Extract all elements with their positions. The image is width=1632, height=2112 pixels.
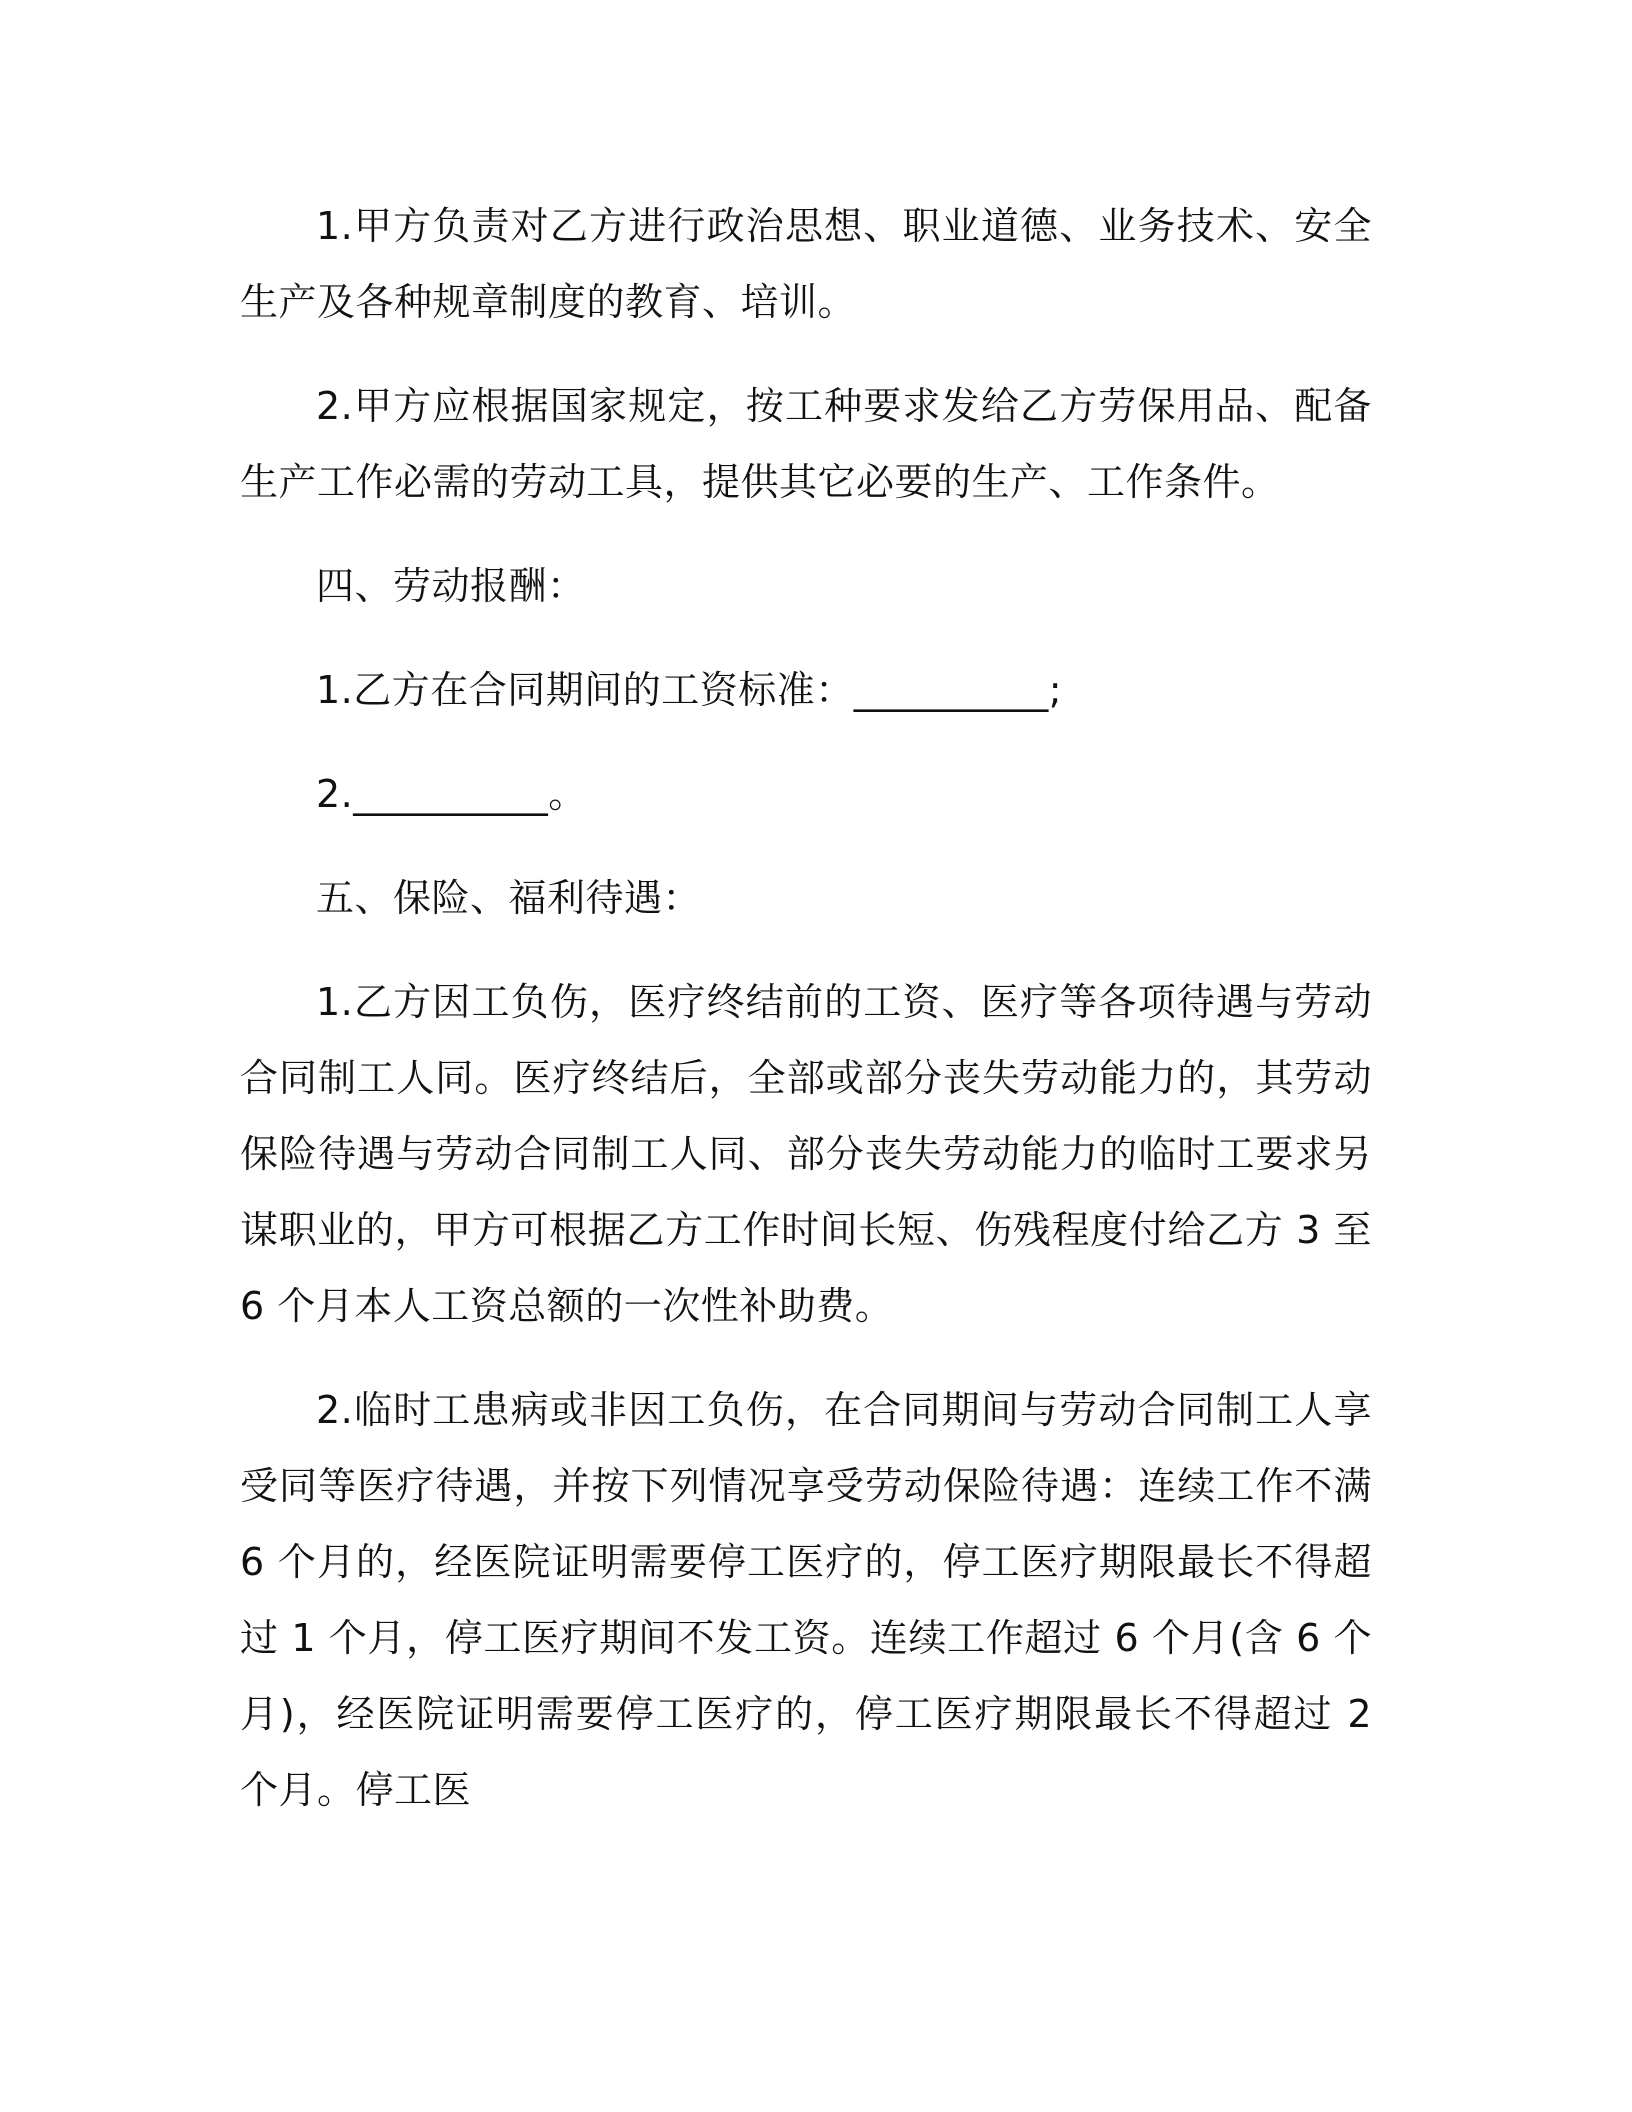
clause-remuneration-blank: 2.__________。 bbox=[316, 772, 587, 816]
document-body bbox=[240, 188, 1372, 1856]
clause-equipment: 2.甲方应根据国家规定，按工种要求发给乙方劳保用品、配备生产工作必需的劳动工具，提供其它必要的生产、工作条件。 bbox=[240, 384, 1372, 504]
clause-wage-standard: 1.乙方在合同期间的工资标准：__________; bbox=[316, 668, 1063, 712]
section-heading-insurance: 五、保险、福利待遇： bbox=[316, 876, 702, 920]
section-heading-remuneration: 四、劳动报酬： bbox=[316, 564, 586, 608]
clause-work-injury: 1.乙方因工负伤，医疗终结前的工资、医疗等各项待遇与劳动合同制工人同。医疗终结后，全部或部分丧失劳动能力的，其劳动保险待遇与劳动合同制工人同、部分丧失劳动能力的临时工要求另谋职业的，甲方可根据乙方工作时间长短、伤残程度付给乙方 3 至 6 个月本人工资总额的一次性补助费。 bbox=[240, 980, 1372, 1328]
clause-illness: 2.临时工患病或非因工负伤，在合同期间与劳动合同制工人享受同等医疗待遇，并按下列情况享受劳动保险待遇：连续工作不满 6 个月的，经医院证明需要停工医疗的，停工医疗期限最长不得超过 1 个月，停工医疗期间不发工资。连续工作超过 6 个月(含 6 个月)，经医院证明需要停工医疗的，停工医疗期限最长不得超过 2 个月。停工医 bbox=[240, 1388, 1372, 1812]
clause-training: 1.甲方负责对乙方进行政治思想、职业道德、业务技术、安全生产及各种规章制度的教育、培训。 bbox=[240, 204, 1372, 324]
